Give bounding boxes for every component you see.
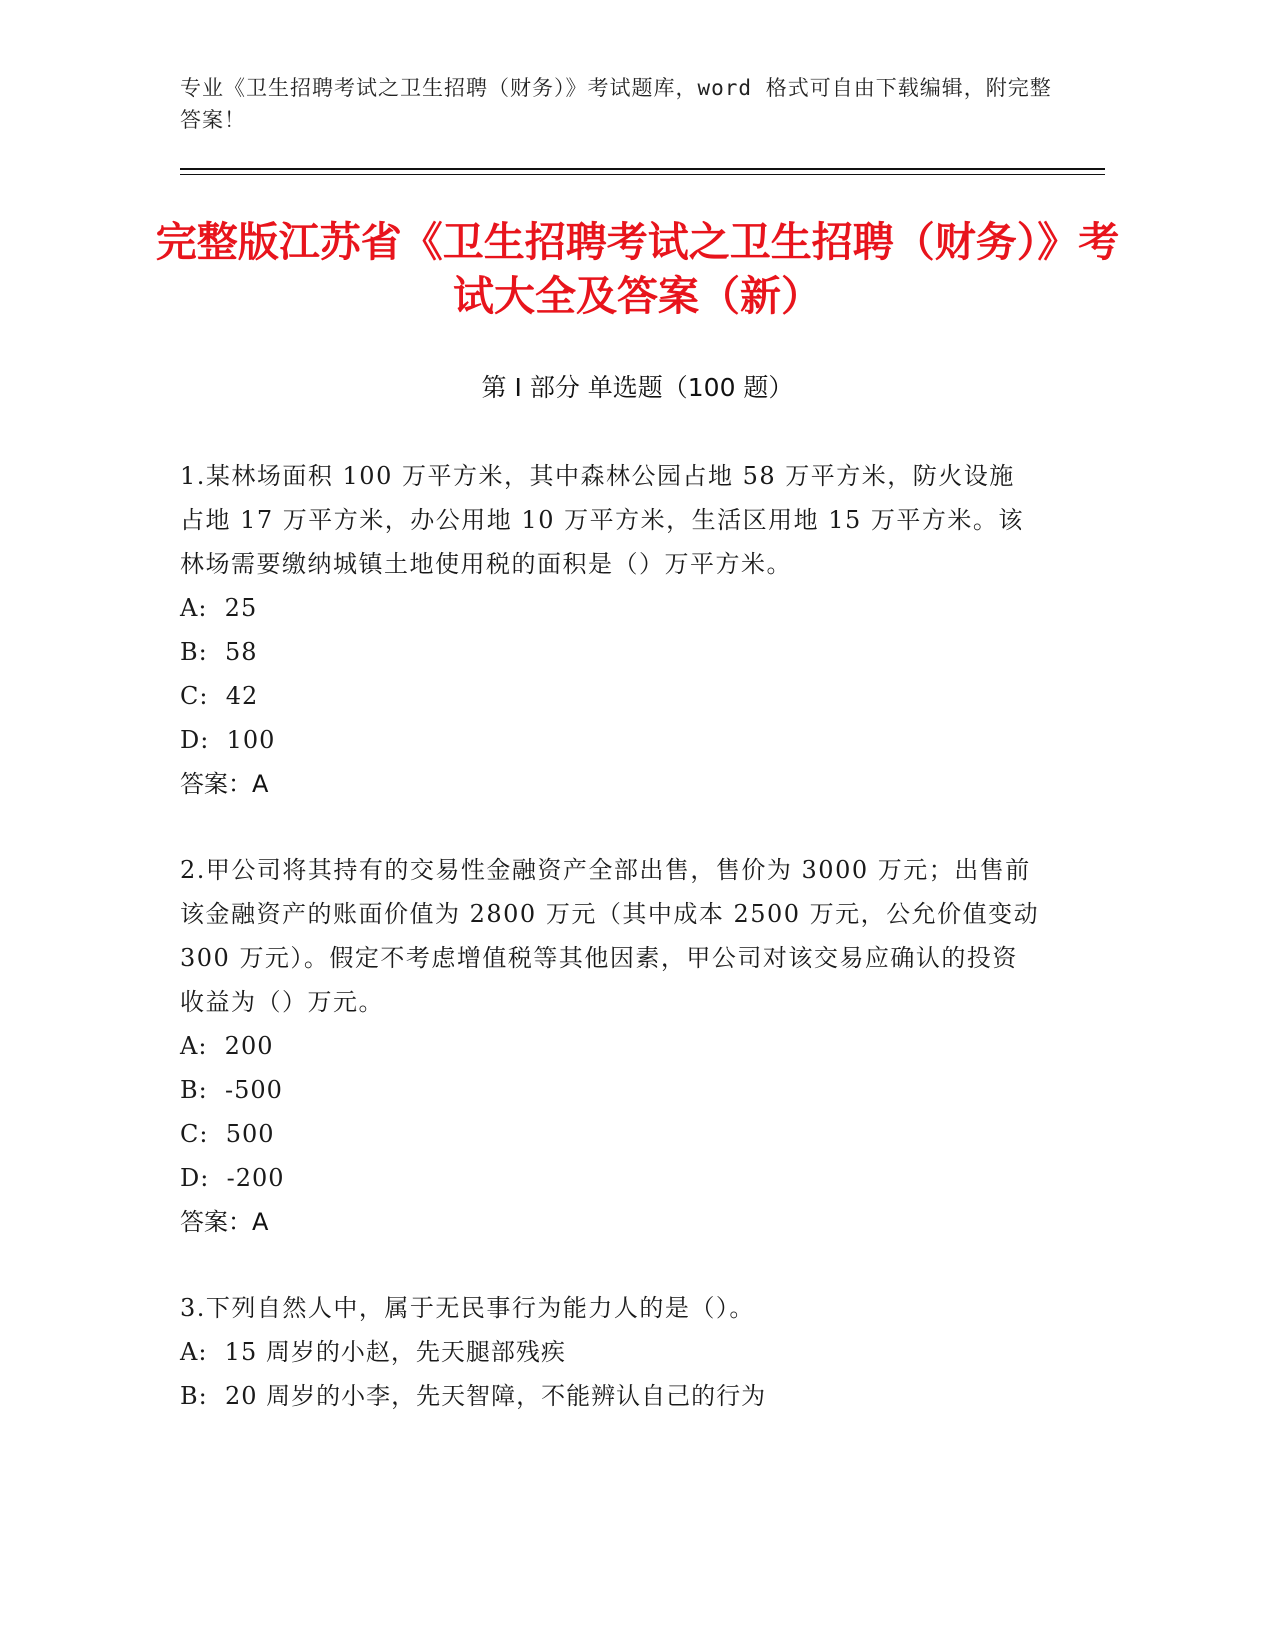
question-stem: 2.甲公司将其持有的交易性金融资产全部出售，售价为 3000 万元；出售前该金融资产的账面价值为 2800 万元（其中成本 2500 万元，公允价值变动 300 万元）。假定不考虑增值税等其他因素，甲公司对该交易应确认的投资收益为（）万元。 <box>180 856 1040 1016</box>
question-list <box>180 454 1040 1460</box>
question-stem: 1.某林场面积 100 万平方米，其中森林公园占地 58 万平方米，防火设施占地 17 万平方米，办公用地 10 万平方米，生活区用地 15 万平方米。该林场需要缴纳城镇土地使用税的面积是（）万平方米。 <box>180 462 1024 578</box>
option-d: D: -200 <box>180 1164 285 1192</box>
document-title: 完整版江苏省《卫生招聘考试之卫生招聘（财务）》考试大全及答案（新） <box>155 218 1120 320</box>
header-divider-thin <box>180 174 1105 175</box>
answer-line: 答案：A <box>180 1208 269 1236</box>
section-heading: 第 I 部分 单选题（100 题） <box>481 373 794 402</box>
option-a: A: 200 <box>180 1032 274 1060</box>
answer-line: 答案：A <box>180 770 269 798</box>
question-1 <box>180 454 1040 806</box>
header-note: 专业《卫生招聘考试之卫生招聘（财务）》考试题库，word 格式可自由下载编辑，附完整答案！ <box>180 76 1052 132</box>
question-2 <box>180 848 1040 1244</box>
option-b: B: 20 周岁的小李，先天智障，不能辨认自己的行为 <box>180 1382 767 1410</box>
option-a: A: 25 <box>180 594 258 622</box>
option-c: C: 500 <box>180 1120 275 1148</box>
option-b: B: -500 <box>180 1076 283 1104</box>
option-d: D: 100 <box>180 726 276 754</box>
question-stem: 3.下列自然人中，属于无民事行为能力人的是（）。 <box>180 1294 755 1322</box>
header-divider-thick <box>180 168 1105 170</box>
option-b: B: 58 <box>180 638 258 666</box>
question-3 <box>180 1286 1040 1418</box>
option-a: A: 15 周岁的小赵，先天腿部残疾 <box>180 1338 566 1366</box>
option-c: C: 42 <box>180 682 259 710</box>
